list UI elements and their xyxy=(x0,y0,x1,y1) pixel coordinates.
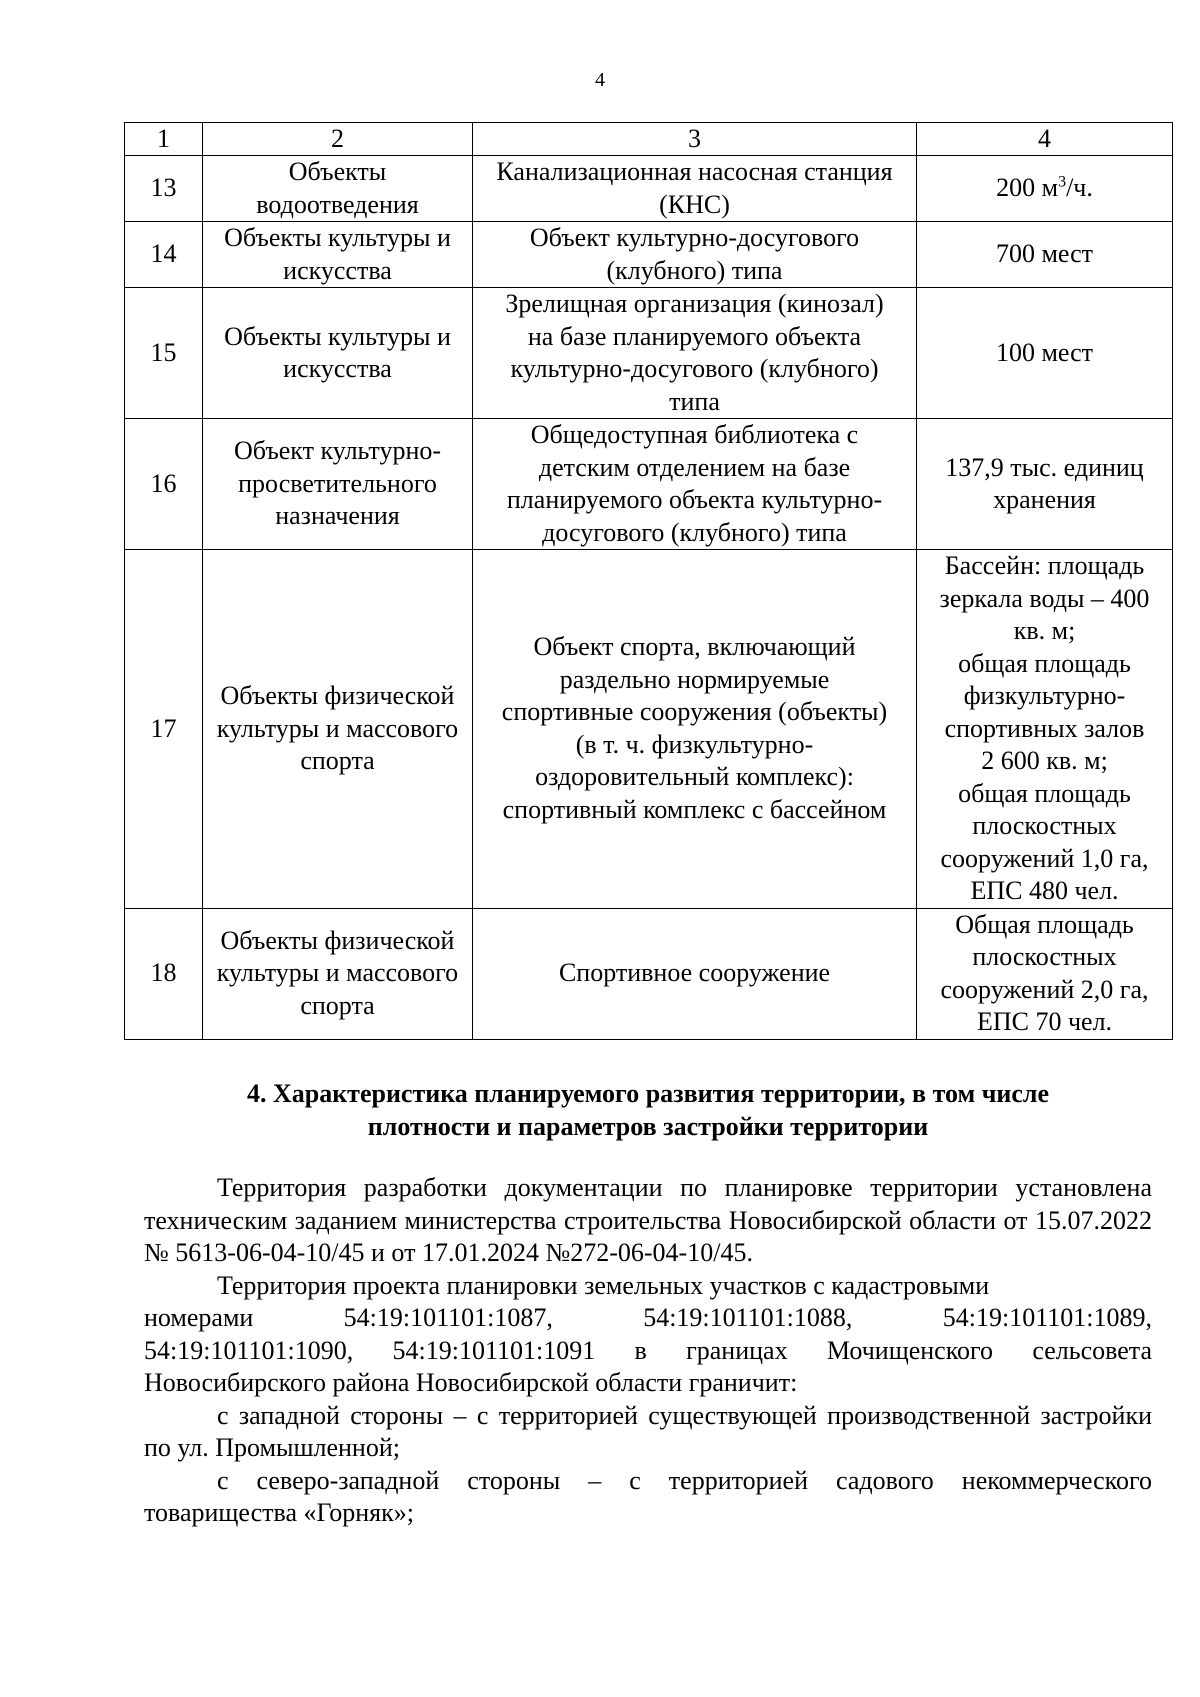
row-number: 13 xyxy=(125,156,203,222)
cell-line: на базе планируемого объекта xyxy=(527,321,862,351)
cell-line: Объект культурно-досугового xyxy=(529,223,860,252)
row-number: 14 xyxy=(125,222,203,288)
cadastral-number: 54:19:101101:1088, xyxy=(643,1303,853,1332)
cell-line: (в т. ч. физкультурно- xyxy=(575,729,814,759)
object-cell xyxy=(473,419,917,550)
body-text xyxy=(144,1172,1152,1530)
object-cell xyxy=(473,156,917,222)
cell-line: (клубного) типа xyxy=(606,255,783,285)
cell-line: ЕПС 480 чел. xyxy=(970,876,1119,905)
cadastral-word: номерами xyxy=(144,1303,254,1332)
capacity-cell xyxy=(917,288,1173,419)
cell-line: оздоровительный комплекс): xyxy=(535,762,854,792)
cell-line: зеркала воды – 400 xyxy=(939,583,1150,613)
cell-line: Объекты культуры и xyxy=(224,321,451,351)
cell-line: физкультурно- xyxy=(963,681,1126,710)
cell-line: Объекты культуры и xyxy=(224,223,451,252)
object-cell xyxy=(473,222,917,288)
cell-line: спорта xyxy=(300,990,375,1020)
cell-line: Общедоступная библиотека с xyxy=(530,420,859,449)
row-number: 17 xyxy=(125,550,203,909)
section-title-line: 4. Характеристика планируемого развития территории, в том числе xyxy=(246,1079,1050,1108)
paragraph: с северо-западной стороны – с территорией садового некоммерческого товарищества «Горняк»; xyxy=(144,1465,1152,1527)
capacity-cell xyxy=(917,908,1173,1039)
section-title xyxy=(124,1077,1172,1143)
category-cell xyxy=(203,222,473,288)
cell-line: культурно-досугового (клубного) xyxy=(510,354,879,383)
cell-line: (КНС) xyxy=(659,189,730,219)
cell-line: хранения xyxy=(993,485,1096,514)
header-cell: 3 xyxy=(473,123,917,156)
category-cell xyxy=(203,156,473,222)
cell-line: Объекты xyxy=(288,157,387,186)
capacity-value: 200 м xyxy=(996,173,1059,203)
capacity-cell xyxy=(917,156,1173,222)
cell-line: Объект спорта, включающий xyxy=(533,632,856,662)
table-row xyxy=(125,156,1173,222)
cell-line: Общая площадь xyxy=(955,909,1134,939)
table-row xyxy=(125,550,1173,909)
row-number: 18 xyxy=(125,908,203,1039)
cell-line: 137,9 тыс. единиц xyxy=(945,452,1144,482)
cell-line: досугового (клубного) типа xyxy=(542,517,847,547)
header-cell: 2 xyxy=(203,123,473,156)
cell-line: кв. м; xyxy=(1013,616,1076,645)
capacity-cell xyxy=(917,222,1173,288)
object-cell xyxy=(473,550,917,909)
object-cell xyxy=(473,908,917,1039)
table-row xyxy=(125,288,1173,419)
table-header-row xyxy=(125,123,1173,156)
header-cell: 4 xyxy=(917,123,1173,156)
cell-line: Объекты физической xyxy=(220,681,455,710)
cadastral-numbers-line xyxy=(144,1302,1152,1335)
cell-line: Бассейн: площадь xyxy=(944,551,1145,580)
cell-line: плоскостных xyxy=(972,811,1117,840)
cell-line: спортивный комплекс с бассейном xyxy=(502,794,887,824)
cell-line: Канализационная насосная станция xyxy=(496,157,893,186)
paragraph: Территория проекта планировки земельных участков с кадастровыми xyxy=(217,1270,990,1300)
cell-line: раздельно нормируемые xyxy=(559,664,830,694)
capacity-superscript: 3 xyxy=(1058,173,1067,191)
capacity-unit: /ч. xyxy=(1066,173,1093,203)
row-number: 16 xyxy=(125,419,203,550)
objects-table xyxy=(124,122,1173,1040)
cadastral-number: 54:19:101101:1087, xyxy=(343,1303,553,1332)
cell-line: типа xyxy=(669,386,720,416)
cell-line: Объект культурно- xyxy=(233,436,442,466)
capacity-cell xyxy=(917,550,1173,909)
object-cell xyxy=(473,288,917,419)
cell-line: сооружений 2,0 га, xyxy=(940,974,1149,1004)
cell-line: просветительного xyxy=(238,468,437,498)
table-row xyxy=(125,419,1173,550)
page-number: 4 xyxy=(595,69,605,91)
cell-line: водоотведения xyxy=(256,189,419,219)
cell-line: назначения xyxy=(275,501,400,531)
cell-line: 2 600 кв. м; xyxy=(981,746,1108,775)
cell-line: искусства xyxy=(283,255,392,285)
cell-line: искусства xyxy=(283,354,392,383)
cell-line: планируемого объекта культурно- xyxy=(506,485,883,514)
cell-line: 100 мест xyxy=(995,337,1094,367)
category-cell xyxy=(203,288,473,419)
section-title-line: плотности и параметров застройки территории xyxy=(367,1112,929,1141)
paragraph: 54:19:101101:1090, 54:19:101101:1091 в границах Мочищенского сельсовета Новосибирского района Новосибирской области граничит: xyxy=(144,1335,1152,1397)
table-row xyxy=(125,222,1173,288)
cell-line: общая площадь xyxy=(958,778,1131,808)
category-cell xyxy=(203,550,473,909)
cell-line: ЕПС 70 чел. xyxy=(976,1007,1113,1036)
table-row xyxy=(125,908,1173,1039)
cell-line: Объекты физической xyxy=(220,925,455,955)
paragraph: Территория разработки документации по планировке территории установлена техническим заданием министерства строительства Новосибирской области от 15.07.2022 № 5613-06-04-10/45 и от 17.01.2024 №272-06-04-10/45. xyxy=(144,1173,1152,1267)
cell-line: плоскостных xyxy=(972,942,1117,971)
cell-line: культуры и массового xyxy=(216,958,459,988)
header-cell: 1 xyxy=(125,123,203,156)
cell-line: детским отделением на базе xyxy=(538,452,851,482)
cell-line: общая площадь xyxy=(958,648,1131,678)
cell-line: сооружений 1,0 га, xyxy=(940,843,1149,873)
cell-line: спорта xyxy=(300,746,375,775)
cell-line: культуры и массового xyxy=(216,713,459,743)
category-cell xyxy=(203,908,473,1039)
cell-line: Зрелищная организация (кинозал) xyxy=(505,289,884,318)
row-number: 15 xyxy=(125,288,203,419)
cell-line: спортивных залов xyxy=(944,713,1145,743)
cadastral-number: 54:19:101101:1089, xyxy=(942,1303,1152,1332)
cell-line: Спортивное сооружение xyxy=(558,958,831,988)
cell-line: 700 мест xyxy=(995,239,1094,269)
paragraph: с западной стороны – с территорией существующей производственной застройки по ул. Промышленной; xyxy=(144,1400,1152,1462)
cell-line: спортивные сооружения (объекты) xyxy=(501,697,888,727)
category-cell xyxy=(203,419,473,550)
capacity-cell xyxy=(917,419,1173,550)
